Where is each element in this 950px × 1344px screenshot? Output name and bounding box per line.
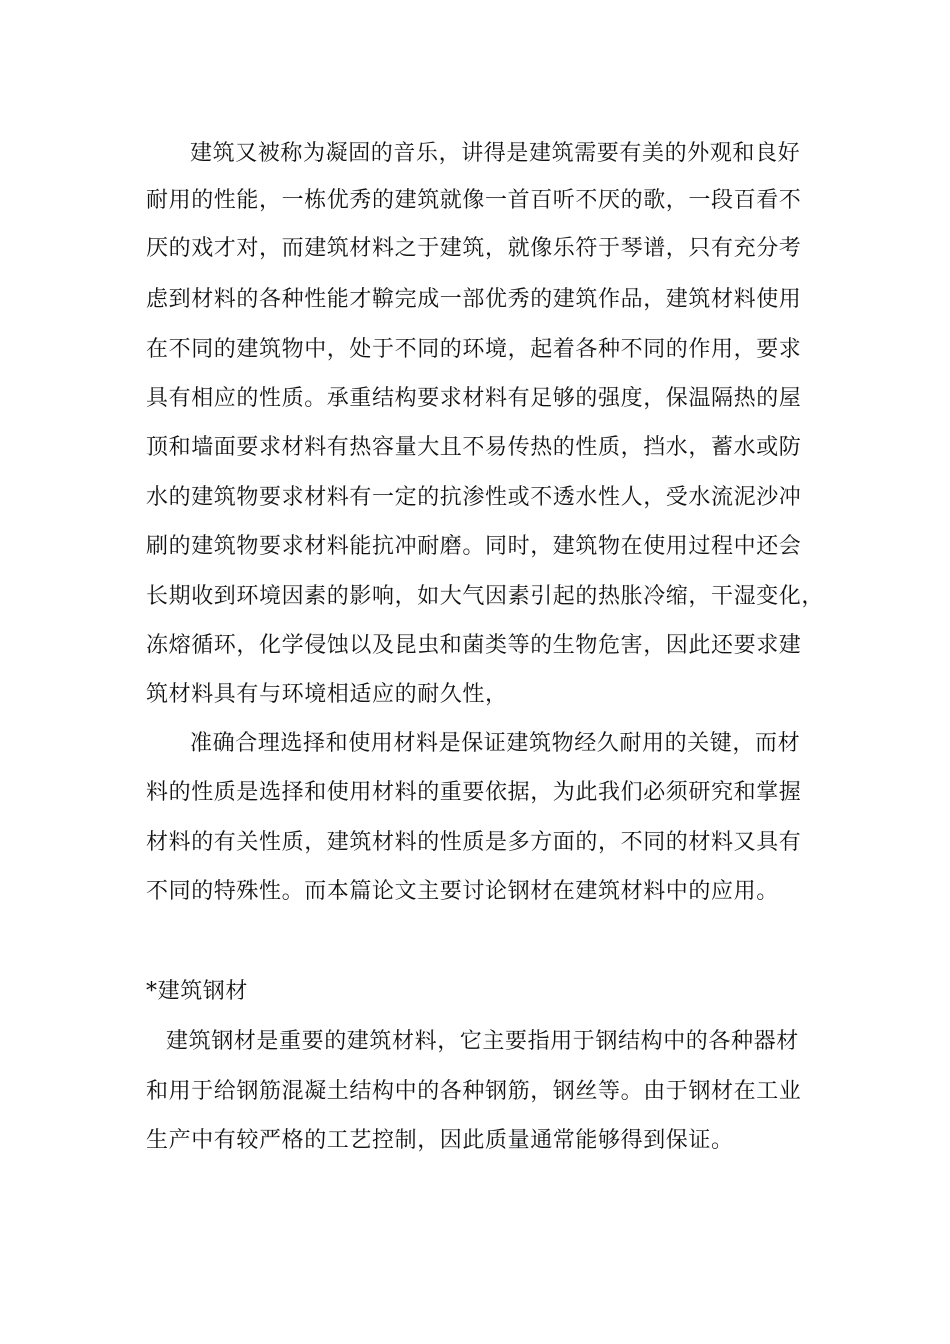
text-line: 建筑钢材是重要的建筑材料，它主要指用于钢结构中的各种器材 (166, 1029, 799, 1054)
text-line: 长期收到环境因素的影响，如大气因素引起的热胀冷缩，干湿变化， (146, 584, 825, 609)
text-line: 厌的戏才对，而建筑材料之于建筑，就像乐符于琴谱，只有充分考 (146, 236, 802, 261)
text-line: 建筑又被称为凝固的音乐，讲得是建筑需要有美的外观和良好 (190, 141, 801, 166)
text-line: 材料的有关性质，建筑材料的性质是多方面的，不同的材料又具有 (146, 830, 802, 855)
text-line: 和用于给钢筋混凝土结构中的各种钢筋，钢丝等。由于钢材在工业 (146, 1079, 802, 1104)
text-line: 筑材料具有与环境相适应的耐久性， (146, 682, 508, 707)
text-line: 具有相应的性质。承重结构要求材料有足够的强度，保温隔热的屋 (146, 386, 802, 411)
text-line: 水的建筑物要求材料有一定的抗渗性或不透水性人，受水流泥沙冲 (146, 485, 802, 510)
text-line: 耐用的性能，一栋优秀的建筑就像一首百听不厌的歌，一段百看不 (146, 188, 802, 213)
text-line: 冻熔循环，化学侵蚀以及昆虫和菌类等的生物危害，因此还要求建 (146, 633, 802, 658)
text-line: 不同的特殊性。而本篇论文主要讨论钢材在建筑材料中的应用。 (146, 879, 779, 904)
text-line: 虑到材料的各种性能才鞥完成一部优秀的建筑作品，建筑材料使用 (146, 287, 802, 312)
text-line: 准确合理选择和使用材料是保证建筑物经久耐用的关键，而材 (190, 731, 801, 756)
text-line: 生产中有较严格的工艺控制，因此质量通常能够得到保证。 (146, 1128, 734, 1153)
text-line: 刷的建筑物要求材料能抗冲耐磨。同时，建筑物在使用过程中还会 (146, 534, 802, 559)
text-line: 在不同的建筑物中，处于不同的环境，起着各种不同的作用，要求 (146, 337, 802, 362)
text-line: 料的性质是选择和使用材料的重要依据，为此我们必须研究和掌握 (146, 780, 802, 805)
section-heading: *建筑钢材 (146, 979, 249, 1004)
text-line: 顶和墙面要求材料有热容量大且不易传热的性质，挡水，蓄水或防 (146, 435, 802, 460)
